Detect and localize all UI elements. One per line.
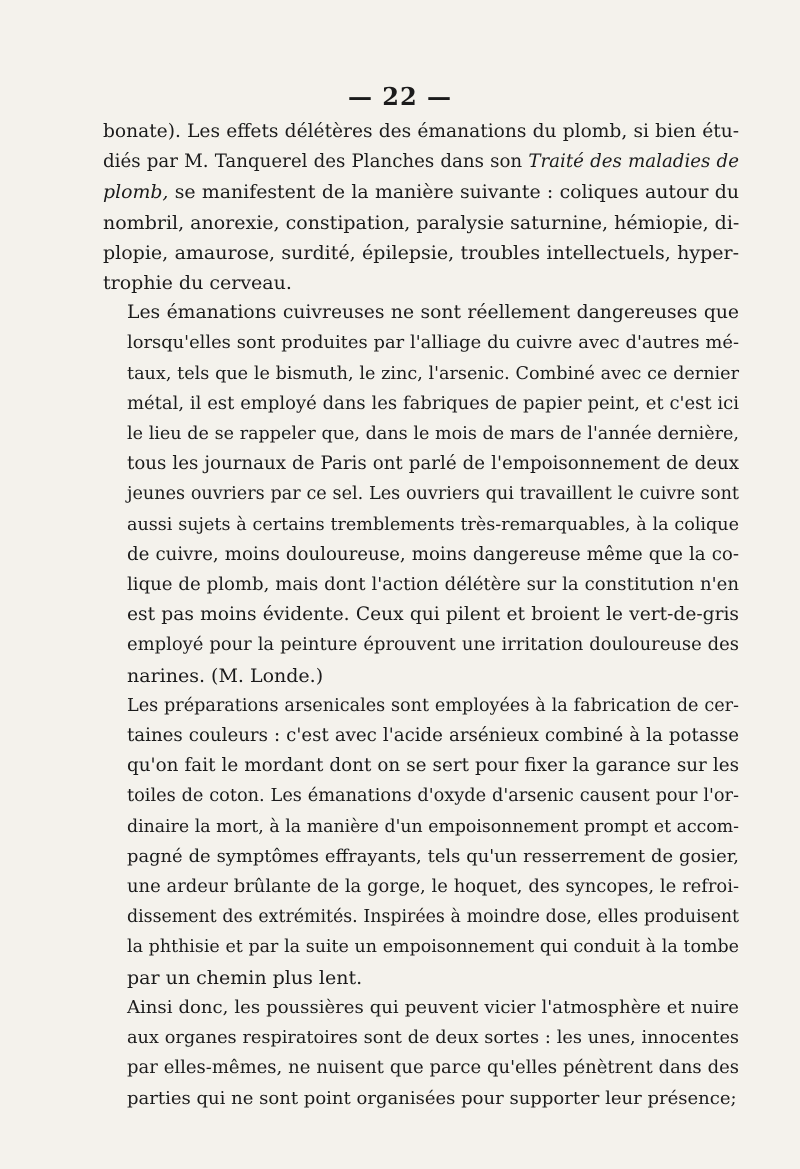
text-run: bonate). Les effets délétères des émanations du plomb, si bien étu- <box>103 121 739 142</box>
text-run: est pas moins évidente. Ceux qui pilent et broient le vert-de-gris <box>127 604 739 626</box>
text-line <box>103 1023 739 1053</box>
text-run: pagné de symptômes effrayants, tels qu'un resserrement de gosier, <box>127 845 739 867</box>
text-line <box>103 449 739 479</box>
text-line <box>103 268 739 298</box>
text-line <box>103 147 739 177</box>
text-run: la phthisie et par la suite un empoisonnement qui conduit à la tombe <box>127 937 739 958</box>
text-line <box>103 812 739 842</box>
text-run: jeunes ouvriers par ce sel. Les ouvriers qui travaillent le cuivre sont <box>127 484 739 505</box>
text-line <box>103 117 739 147</box>
text-run: une ardeur brûlante de la gorge, le hoquet, des syncopes, le refroi- <box>127 876 739 898</box>
text-line <box>103 691 739 721</box>
text-run: diés par M. Tanquerel des Planches dans son <box>103 151 529 173</box>
text-run: taines couleurs : c'est avec l'acide arsénieux combiné à la potasse <box>127 725 739 747</box>
text-run: Les préparations arsenicales sont employées à la fabrication de cer- <box>127 695 739 716</box>
text-line <box>103 1053 739 1083</box>
text-run: le lieu de se rappeler que, dans le mois de mars de l'année dernière, <box>127 424 739 445</box>
text-run: dinaire la mort, à la manière d'un empoisonnement prompt et accom- <box>127 816 739 837</box>
paragraph <box>103 117 739 298</box>
text-run: narines. (M. Londe.) <box>127 664 324 687</box>
text-run: lorsqu'elles sont produites par l'alliage du cuivre avec d'autres mé- <box>127 332 739 354</box>
text-line <box>103 932 739 962</box>
italic-text: plomb, <box>103 181 169 204</box>
text-run: trophie du cerveau. <box>103 272 292 295</box>
text-line <box>103 177 739 207</box>
page-number: — 22 — <box>347 82 453 111</box>
text-run: de cuivre, moins douloureuse, moins dangereuse même que la co- <box>127 543 739 565</box>
text-run: par elles-mêmes, ne nuisent que parce qu'elles pénètrent dans des <box>127 1057 739 1079</box>
text-run: plopie, amaurose, surdité, épilepsie, troubles intellectuels, hyper- <box>103 241 739 264</box>
text-run: Les émanations cuivreuses ne sont réellement dangereuses que <box>127 302 739 324</box>
text-run: parties qui ne sont point organisées pour supporter leur présence; <box>127 1087 737 1109</box>
body-text <box>103 117 739 1114</box>
text-line <box>103 600 739 630</box>
text-line <box>103 389 739 419</box>
text-line <box>103 298 739 328</box>
text-run: par un chemin plus lent. <box>127 966 363 989</box>
text-run: aussi sujets à certains tremblements très-remarquables, à la colique <box>127 514 739 535</box>
text-line <box>103 570 739 600</box>
text-run: métal, il est employé dans les fabriques de papier peint, et c'est ici <box>127 392 739 414</box>
paragraph <box>103 691 739 993</box>
text-line <box>103 963 739 993</box>
text-line <box>103 993 739 1023</box>
text-run: dissement des extrémités. Inspirées à moindre dose, elles produisent <box>127 907 739 928</box>
text-run: Ainsi donc, les poussières qui peuvent vicier l'atmosphère et nuire <box>127 996 739 1018</box>
text-line <box>103 479 739 509</box>
text-line <box>103 781 739 811</box>
text-line <box>103 751 739 781</box>
text-line <box>103 842 739 872</box>
italic-text: Traité des maladies de <box>528 151 739 173</box>
text-line <box>103 872 739 902</box>
text-line <box>103 721 739 751</box>
text-line <box>103 630 739 660</box>
text-line <box>103 540 739 570</box>
paragraph <box>103 298 739 691</box>
text-line <box>103 510 739 540</box>
text-line <box>103 419 739 449</box>
text-run: employé pour la peinture éprouvent une irritation douloureuse des <box>127 634 739 656</box>
text-line <box>103 328 739 358</box>
text-line <box>103 359 739 389</box>
text-run: se manifestent de la manière suivante : coliques autour du <box>168 181 739 204</box>
text-run: toiles de coton. Les émanations d'oxyde d'arsenic causent pour l'or- <box>127 786 739 807</box>
text-run: nombril, anorexie, constipation, paralysie saturnine, hémiopie, di- <box>103 211 740 234</box>
text-run: tous les journaux de Paris ont parlé de l'empoisonnement de deux <box>127 453 739 475</box>
text-line <box>103 661 739 691</box>
text-line <box>103 1084 739 1114</box>
paragraph <box>103 993 739 1114</box>
text-run: qu'on fait le mordant dont on se sert pour fixer la garance sur les <box>127 755 739 777</box>
text-line <box>103 208 739 238</box>
text-run: taux, tels que le bismuth, le zinc, l'arsenic. Combiné avec ce dernier <box>127 363 739 384</box>
text-line <box>103 902 739 932</box>
text-line <box>103 238 739 268</box>
text-run: aux organes respiratoires sont de deux sortes : les unes, innocentes <box>127 1028 739 1049</box>
text-run: lique de plomb, mais dont l'action délétère sur la constitution n'en <box>127 574 739 596</box>
